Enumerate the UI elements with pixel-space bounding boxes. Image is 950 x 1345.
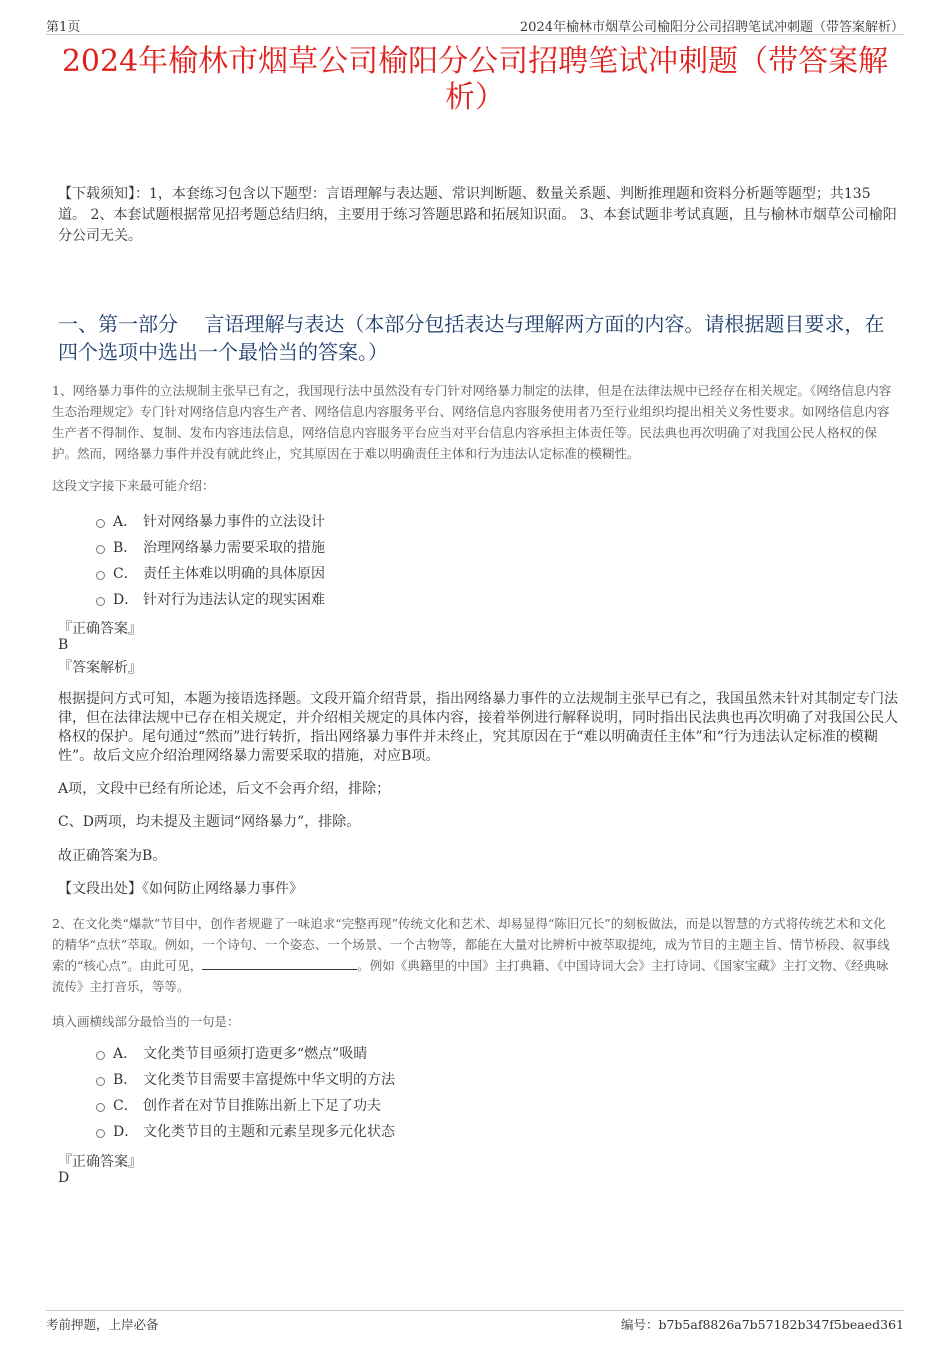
q1-option-c[interactable]: C． 责任主体难以明确的具体原因 bbox=[96, 560, 325, 586]
question-1-options bbox=[96, 508, 325, 612]
q1-source: 【文段出处】《如何防止网络暴力事件》 bbox=[58, 881, 303, 897]
q1-option-a[interactable]: A． 针对网络暴力事件的立法设计 bbox=[96, 508, 325, 534]
q2-option-d[interactable]: D． 文化类节目的主题和元素呈现多元化状态 bbox=[96, 1118, 395, 1144]
section-heading: 一、第一部分 言语理解与表达（本部分包括表达与理解两方面的内容。请根据题目要求，在四个选项中选出一个最恰当的答案。） bbox=[58, 312, 885, 364]
radio-button[interactable] bbox=[96, 571, 105, 580]
radio-button[interactable] bbox=[96, 545, 105, 554]
radio-button[interactable] bbox=[96, 597, 105, 606]
q1-answer-label: 『正确答案』 bbox=[58, 621, 142, 637]
question-2-text: 2、在文化类“爆款”节目中，创作者规避了一味追求“完整再现”传统文化和艺术、却易显得“陈旧冗长”的刻板做法，而是以智慧的方式将传统艺术和文化的精华“点状”萃取。例如，一个诗句、一个姿态、一个场景、一个古物等，都能在大量对比辨析中被萃取提纯，成为节目的主题主旨、情节桥段、叙事线索的“核心点”。由此可见， 。例如《典籍里的中国》主打典籍、《中国诗词大会》主打诗词、《国家宝藏》主打文物、《经典咏流传》主打音乐，等等。 bbox=[52, 916, 890, 994]
q2-option-a[interactable]: A． 文化类节目亟须打造更多“燃点”吸睛 bbox=[96, 1040, 395, 1066]
q1-analysis-paragraph: 根据提问方式可知，本题为接语选择题。文段开篇介绍背景，指出网络暴力事件的立法规制主张早已有之，我国虽然未针对其制定专门法律，但在法律法规中已存在相关规定，并介绍相关规定的具体内容，接着举例进行解释说明，同时指出民法典也再次明确了对我国公民人格权的保护。尾句通过“然而”进行转折，指出网络暴力事件并未终止，究其原因在于“难以明确责任主体”和“行为违法认定标准的模糊性”。故后文应介绍治理网络暴力需要采取的措施，对应B项。 bbox=[58, 691, 898, 764]
question-2-prompt: 填入画横线部分最恰当的一句是： bbox=[52, 1014, 240, 1029]
q1-analysis-label: 『答案解析』 bbox=[58, 660, 142, 676]
page-number: 第1页 bbox=[46, 20, 81, 35]
q2-option-c[interactable]: C． 创作者在对节目推陈出新上下足了功夫 bbox=[96, 1092, 395, 1118]
radio-button[interactable] bbox=[96, 519, 105, 528]
radio-button[interactable] bbox=[96, 1129, 105, 1138]
q2-answer: D bbox=[58, 1170, 70, 1186]
q1-analysis-cd: C、D两项，均未提及主题词“网络暴力”，排除。 bbox=[58, 814, 361, 830]
document-title: 2024年榆林市烟草公司榆阳分公司招聘笔试冲刺题（带答案解析） bbox=[61, 44, 889, 115]
header-doc-title: 2024年榆林市烟草公司榆阳分公司招聘笔试冲刺题（带答案解析） bbox=[519, 20, 904, 35]
question-2-options bbox=[96, 1040, 395, 1144]
question-1-text: 1、网络暴力事件的立法规制主张早已有之，我国现行法中虽然没有专门针对网络暴力制定的法律，但是在法律法规中已经存在相关规定。《网络信息内容生态治理规定》专门针对网络信息内容生产者、网络信息内容服务平台、网络信息内容服务使用者乃至行业组织均提出相关义务性要求。如网络信息内容生产者不得制作、复制、发布内容违法信息，网络信息内容服务平台应当对平台信息内容承担主体责任等。民法典也再次明确了对我国公民人格权的保护。然而，网络暴力事件并没有就此终止，究其原因在于难以明确责任主体和行为违法认定标准的模糊性。 bbox=[52, 383, 892, 461]
radio-button[interactable] bbox=[96, 1077, 105, 1086]
footer-slogan: 考前押题，上岸必备 bbox=[46, 1317, 159, 1332]
radio-button[interactable] bbox=[96, 1103, 105, 1112]
radio-button[interactable] bbox=[96, 1051, 105, 1060]
question-1-prompt: 这段文字接下来最可能介绍： bbox=[52, 478, 215, 493]
q1-option-b[interactable]: B． 治理网络暴力需要采取的措施 bbox=[96, 534, 325, 560]
q1-analysis-conclusion: 故正确答案为B。 bbox=[58, 848, 167, 864]
download-notice: 【下载须知】：1，本套练习包含以下题型：言语理解与表达题、常识判断题、数量关系题、判断推理题和资料分析题等题型；共135道。 2、本套试题根据常见招考题总结归纳，主要用于练习答题思路和拓展知识面。 3、本套试题非考试真题，且与榆林市烟草公司榆阳分公司无关。 bbox=[58, 186, 897, 244]
q1-answer: B bbox=[58, 637, 69, 653]
footer-serial-number: 编号：b7b5af8826a7b57182b347f5beaed361 bbox=[620, 1317, 904, 1332]
q1-analysis-a: A项，文段中已经有所论述，后文不会再介绍，排除； bbox=[58, 781, 391, 797]
page-header bbox=[46, 14, 904, 35]
q1-option-d[interactable]: D． 针对行为违法认定的现实困难 bbox=[96, 586, 325, 612]
page-footer bbox=[46, 1310, 904, 1337]
q2-answer-label: 『正确答案』 bbox=[58, 1154, 142, 1170]
q2-option-b[interactable]: B． 文化类节目需要丰富提炼中华文明的方法 bbox=[96, 1066, 395, 1092]
fill-in-blank bbox=[202, 957, 357, 970]
